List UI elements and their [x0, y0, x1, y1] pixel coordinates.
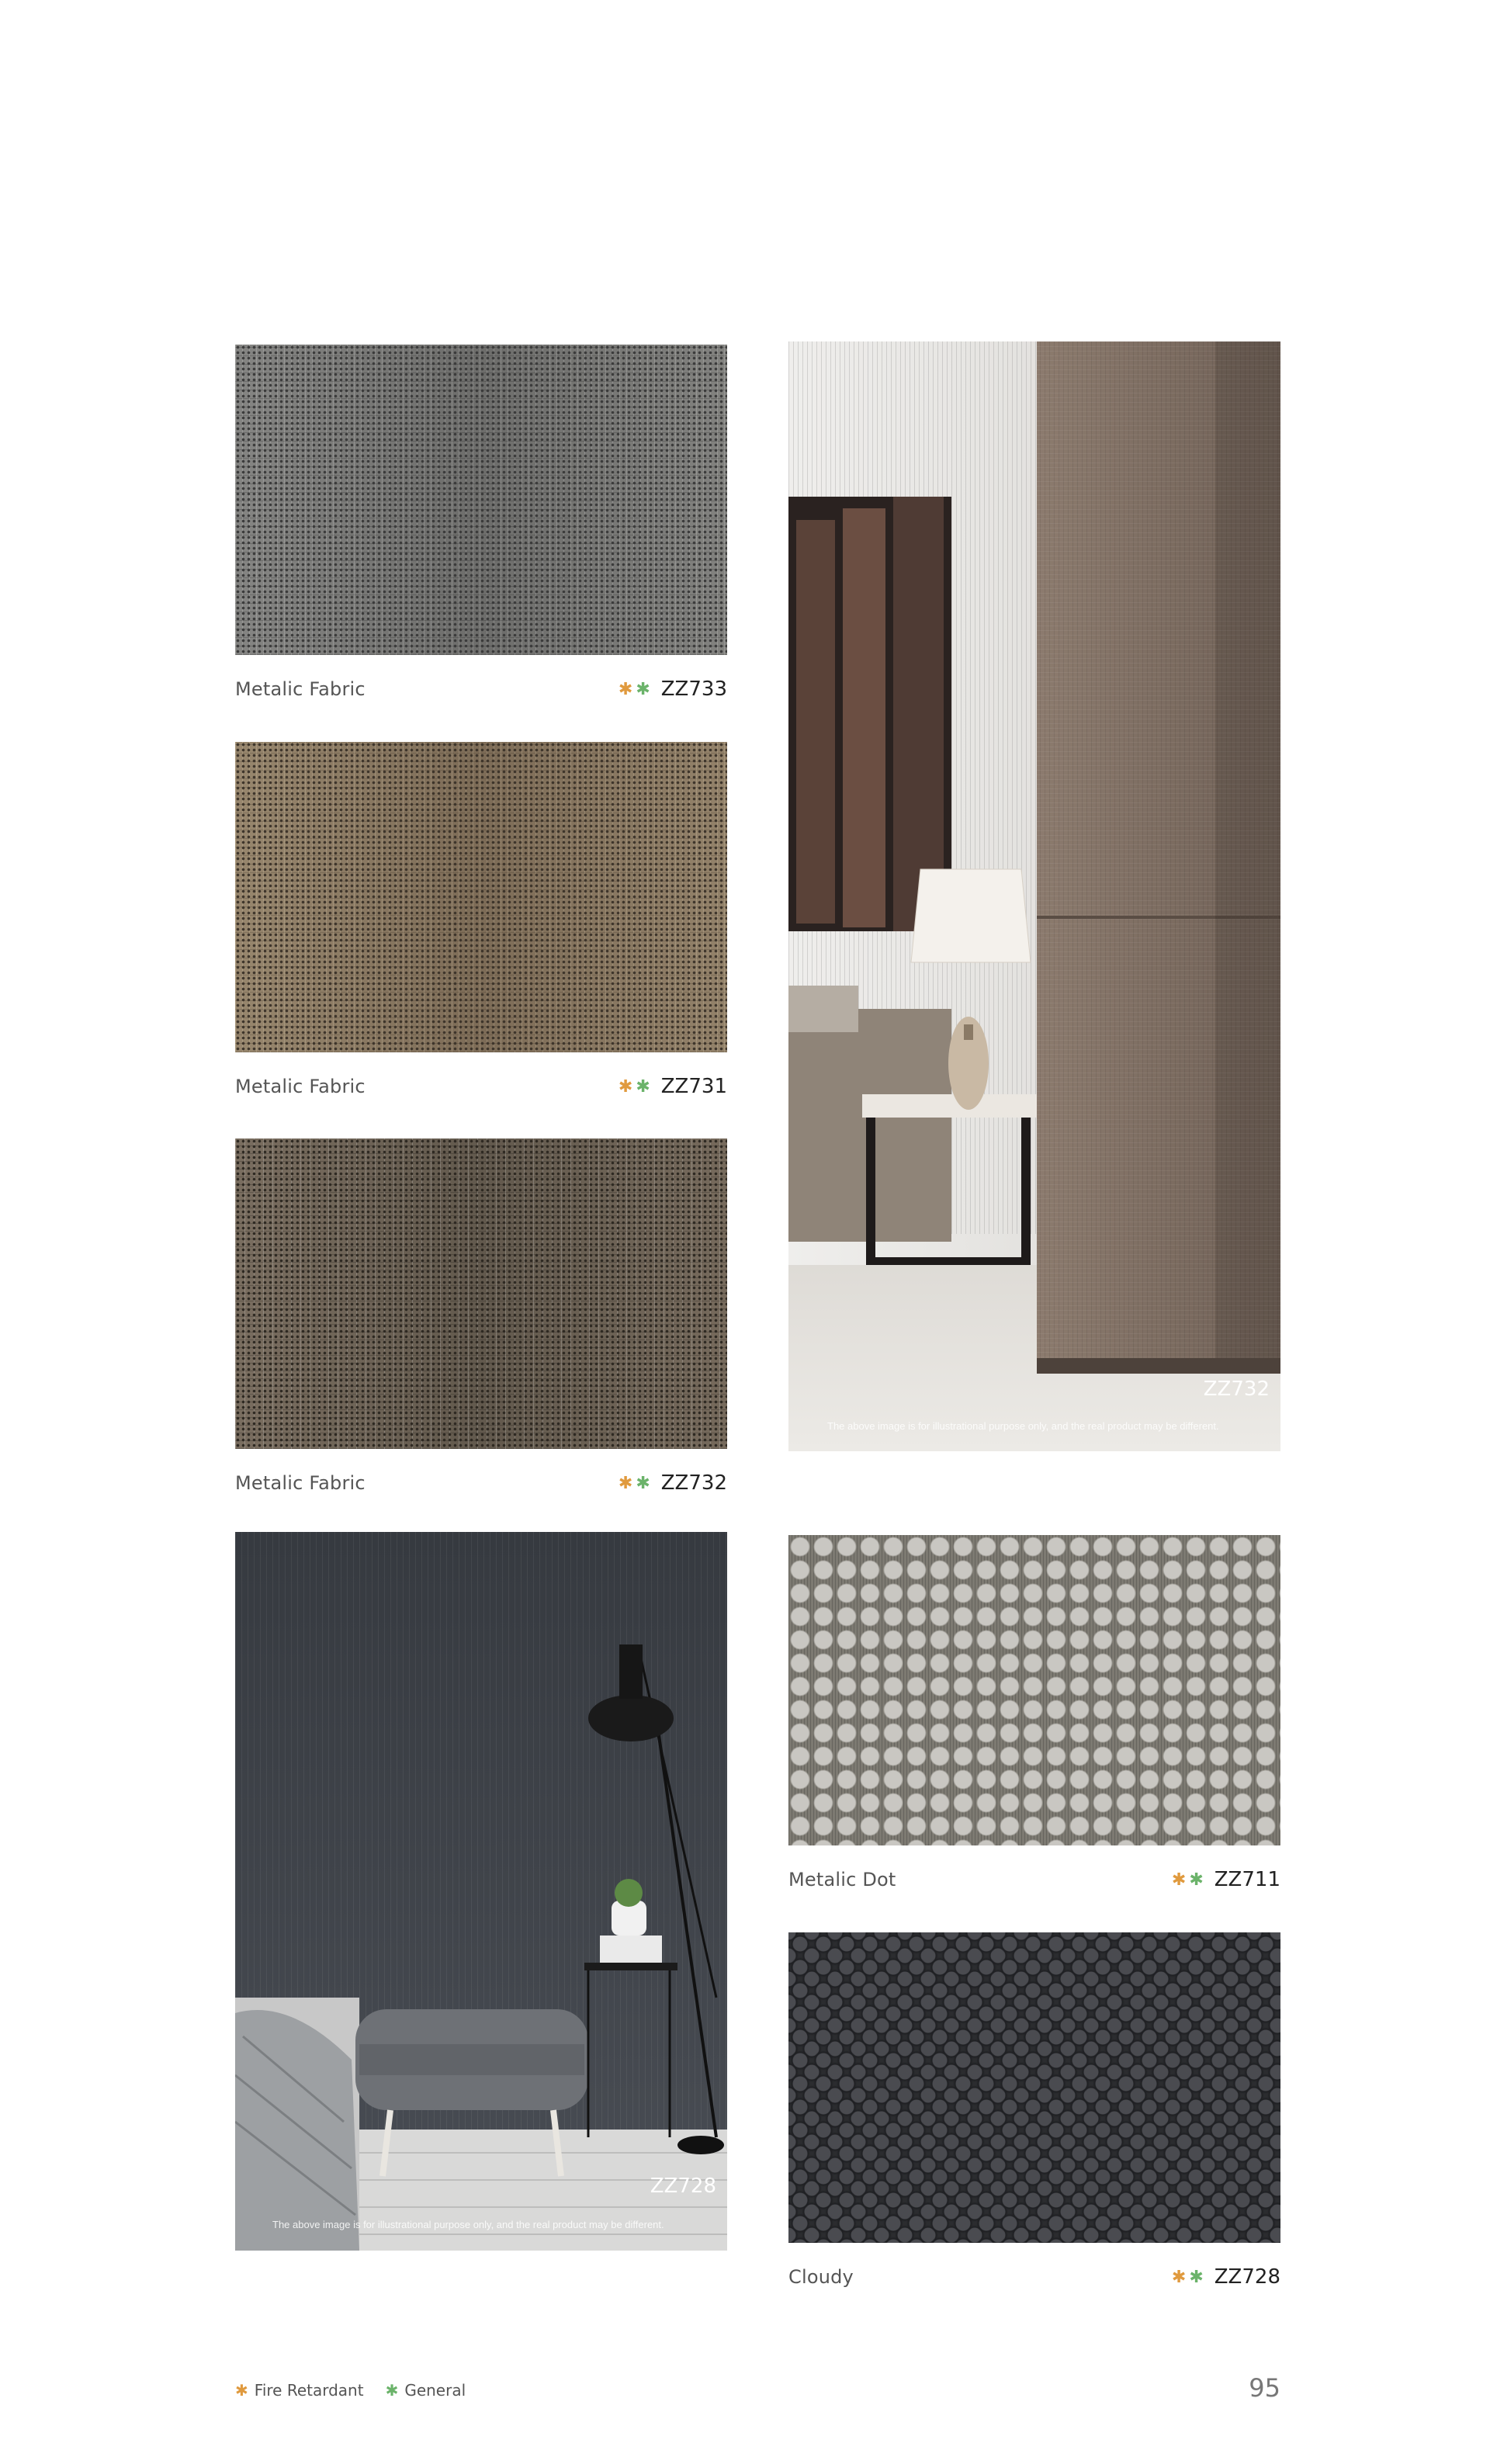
general-star-icon: ✱ — [636, 679, 650, 699]
fire-retardant-star-icon: ✱ — [618, 1473, 633, 1493]
swatch-caption-zz728 — [788, 2261, 1280, 2292]
swatch-code: ZZ711 — [1214, 1868, 1280, 1891]
general-star-icon: ✱ — [1189, 1870, 1204, 1890]
fire-retardant-star-icon: ✱ — [618, 679, 633, 699]
swatch-image-zz732 — [235, 1138, 727, 1449]
fire-retardant-star-icon: ✱ — [1171, 1870, 1187, 1890]
fire-retardant-star-icon: ✱ — [618, 1076, 633, 1097]
general-star-icon: ✱ — [636, 1473, 650, 1493]
general-star-icon: ✱ — [636, 1076, 650, 1097]
legend-general — [386, 2381, 466, 2400]
swatch-caption-zz711 — [788, 1864, 1280, 1895]
room-image-code: ZZ728 — [650, 2175, 716, 2198]
legend-fire-retardant-label: Fire Retardant — [254, 2381, 364, 2400]
swatch-name: Metalic Dot — [788, 1869, 896, 1890]
room-image-code: ZZ732 — [1203, 1378, 1270, 1401]
legend-fire-retardant — [235, 2381, 364, 2400]
interior-illustration — [788, 341, 1280, 1451]
swatch-image-zz733 — [235, 345, 727, 655]
swatch-code: ZZ733 — [660, 678, 727, 701]
swatch-image-zz728 — [788, 1932, 1280, 2243]
swatch-caption-zz733 — [235, 674, 727, 705]
swatch-name: Cloudy — [788, 2266, 854, 2288]
swatch-name: Metalic Fabric — [235, 1472, 366, 1494]
page-number: 95 — [1249, 2373, 1280, 2403]
swatch-code: ZZ728 — [1214, 2265, 1280, 2289]
swatch-image-zz731 — [235, 742, 727, 1052]
swatch-caption-zz731 — [235, 1071, 727, 1102]
grey-room-illustration — [235, 1532, 727, 2251]
swatch-code: ZZ732 — [660, 1471, 727, 1495]
room-image-zz732 — [788, 341, 1280, 1451]
swatch-name: Metalic Fabric — [235, 678, 366, 700]
room-image-zz728 — [235, 1532, 727, 2251]
swatch-image-zz711 — [788, 1535, 1280, 1845]
swatch-code: ZZ731 — [660, 1075, 727, 1098]
room-image-disclaimer: The above image is for illustrational purpose only, and the real product may be different. — [827, 1420, 1219, 1432]
room-image-disclaimer: The above image is for illustrational purpose only, and the real product may be different. — [272, 2219, 664, 2230]
fire-retardant-star-icon: ✱ — [235, 2381, 248, 2400]
general-star-icon: ✱ — [1189, 2267, 1204, 2287]
fire-retardant-star-icon: ✱ — [1171, 2267, 1187, 2287]
swatch-name: Metalic Fabric — [235, 1076, 366, 1097]
legend — [235, 2381, 480, 2400]
swatch-caption-zz732 — [235, 1468, 727, 1499]
legend-general-label: General — [404, 2381, 466, 2400]
general-star-icon: ✱ — [385, 2381, 399, 2400]
